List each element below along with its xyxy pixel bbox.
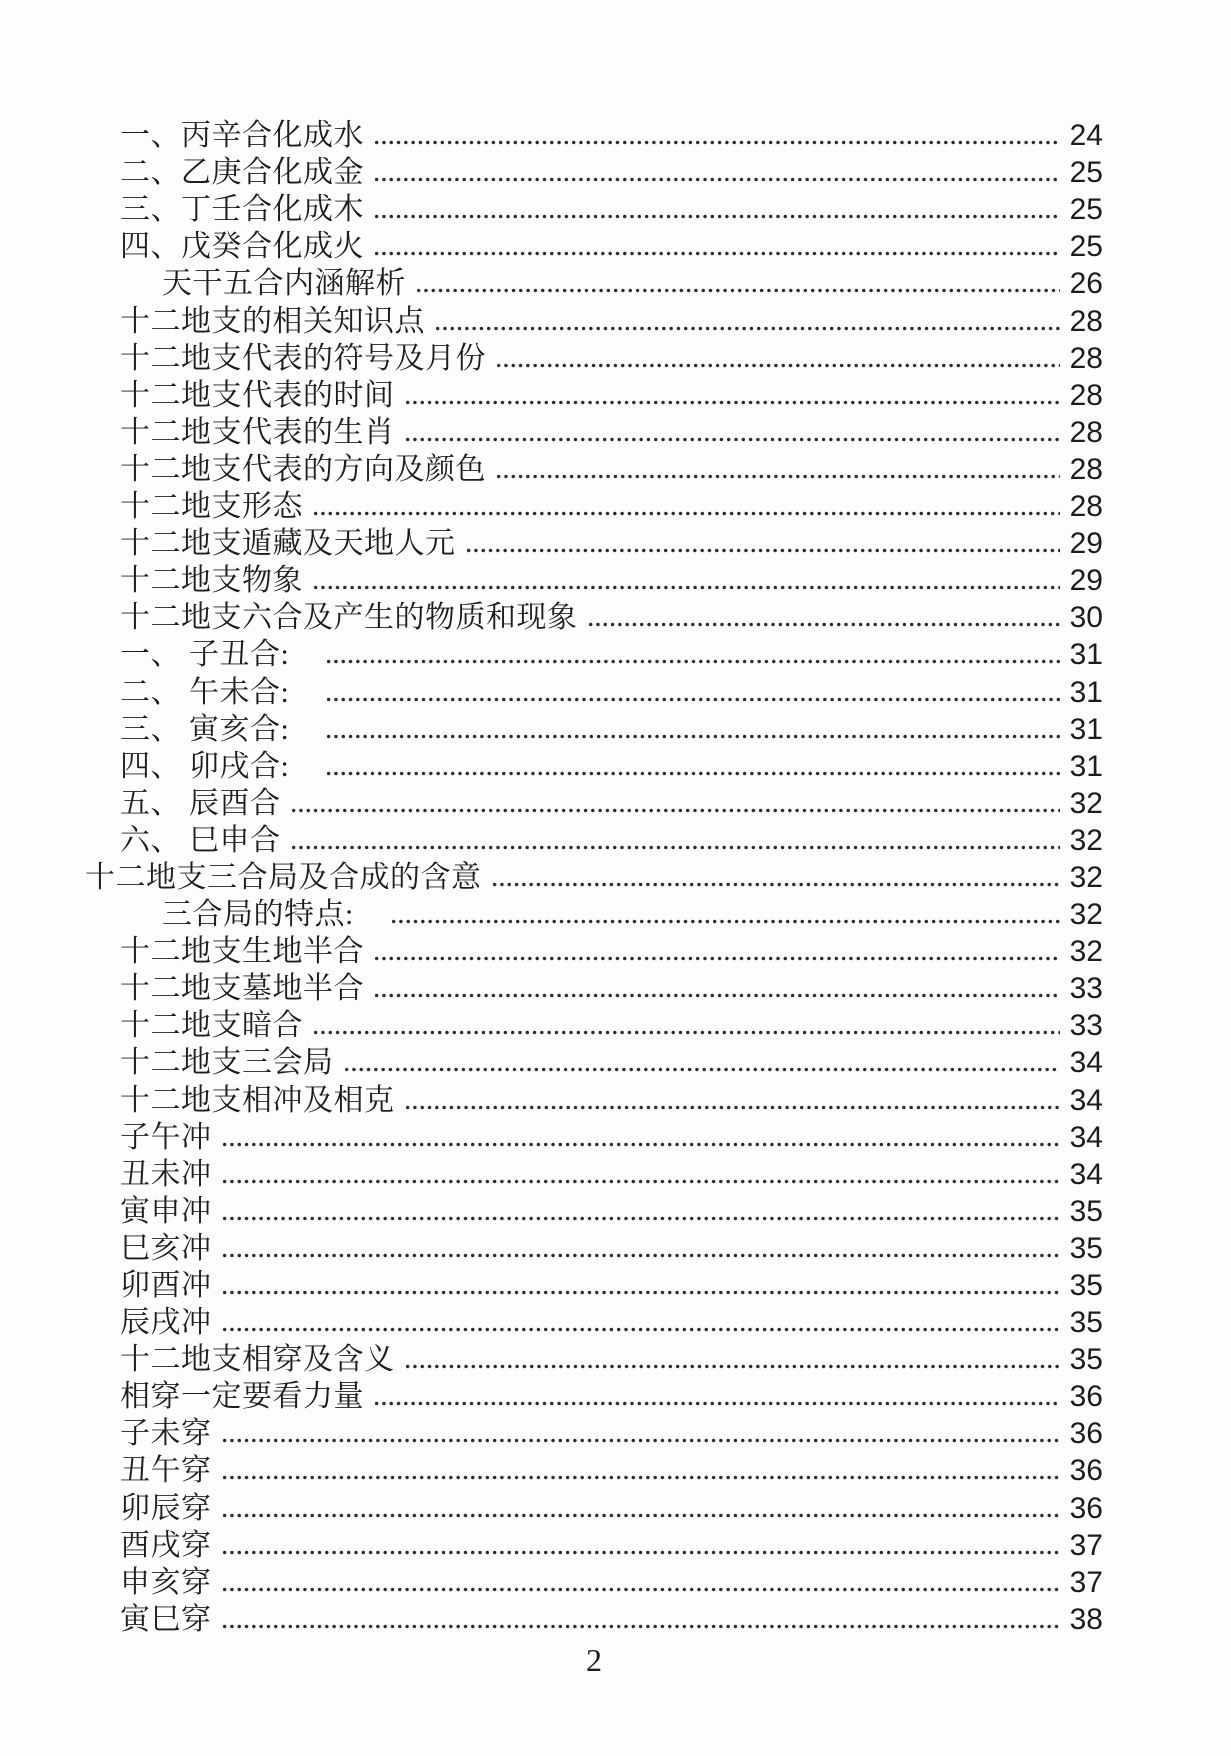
toc-entry-title: 十二地支墓地半合 (120, 972, 364, 1006)
toc-dot-leader (221, 1304, 1061, 1341)
toc-dot-leader (390, 896, 1060, 933)
toc-entry (85, 859, 1103, 896)
toc-dot-leader (312, 562, 1060, 599)
toc-entry-page: 32 (1069, 786, 1103, 820)
toc-entry (85, 1007, 1103, 1044)
toc-dot-leader (221, 1230, 1061, 1267)
toc-entry-title: 四、戊癸合化成火 (120, 230, 364, 264)
toc-entry-title: 十二地支遁藏及天地人元 (120, 527, 456, 561)
toc-entry (85, 822, 1103, 859)
toc-entry-title: 辰戌冲 (120, 1306, 212, 1340)
toc-dot-leader (312, 1007, 1060, 1044)
toc-dot-leader (343, 1044, 1061, 1081)
toc-dot-leader (373, 970, 1060, 1007)
toc-entry (85, 933, 1103, 970)
toc-dot-leader (325, 673, 1060, 710)
toc-dot-leader (221, 1452, 1061, 1489)
toc-entry-page: 35 (1069, 1269, 1103, 1302)
toc-dot-leader (221, 1119, 1061, 1156)
toc-entry-page: 28 (1069, 415, 1103, 449)
toc-entry-title: 五、 辰酉合 (120, 786, 281, 820)
toc-entry (85, 377, 1103, 414)
toc-dot-leader (587, 599, 1061, 636)
toc-entry (85, 1378, 1103, 1415)
toc-entry-title: 申亥穿 (120, 1565, 212, 1599)
toc-entry-page: 33 (1069, 1009, 1103, 1043)
toc-entry (85, 636, 1103, 673)
toc-entry-title: 十二地支三会局 (120, 1046, 334, 1080)
toc-entry (85, 673, 1103, 710)
toc-dot-leader (404, 1341, 1061, 1378)
toc-dot-leader (325, 711, 1060, 748)
toc-entry-title: 十二地支代表的生肖 (120, 415, 395, 449)
toc-entry-title: 十二地支相穿及含义 (120, 1343, 395, 1377)
toc-entry (85, 1601, 1103, 1638)
toc-entry-title: 寅申冲 (120, 1194, 212, 1228)
toc-dot-leader (221, 1564, 1061, 1601)
toc-entry-page: 34 (1069, 1046, 1103, 1080)
toc-dot-leader (465, 525, 1061, 562)
toc-entry (85, 154, 1103, 191)
toc-entry-page: 25 (1069, 230, 1103, 264)
toc-entry (85, 970, 1103, 1007)
toc-entry-page: 35 (1069, 1194, 1103, 1228)
toc-entry-title: 子午冲 (120, 1120, 212, 1154)
toc-entry-title: 二、 午未合: (120, 675, 290, 709)
toc-dot-leader (404, 1081, 1061, 1118)
toc-dot-leader (404, 377, 1061, 414)
toc-entry (85, 1527, 1103, 1564)
toc-dot-leader (495, 340, 1060, 377)
toc-entry-title: 寅巳穿 (120, 1602, 212, 1636)
toc-dot-leader (373, 228, 1060, 265)
toc-entry (85, 1119, 1103, 1156)
toc-entry-title: 子未穿 (120, 1417, 212, 1451)
toc-entry-title: 酉戌穿 (120, 1528, 212, 1562)
toc-entry-page: 29 (1069, 564, 1103, 598)
toc-entry-page: 28 (1069, 378, 1103, 412)
toc-entry-title: 丑未冲 (120, 1157, 212, 1191)
toc-entry-page: 37 (1069, 1565, 1103, 1599)
toc-entry (85, 1193, 1103, 1230)
toc-dot-leader (221, 1267, 1061, 1304)
toc-entry-page: 32 (1069, 898, 1103, 932)
page-footer-number: 2 (586, 1642, 602, 1678)
toc-dot-leader (373, 191, 1060, 228)
toc-entry-page: 35 (1069, 1306, 1103, 1340)
toc-dot-leader (415, 265, 1060, 302)
toc-entry (85, 711, 1103, 748)
toc-entry (85, 451, 1103, 488)
toc-dot-leader (373, 1378, 1060, 1415)
toc-entry-title: 丑午穿 (120, 1454, 212, 1488)
toc-entry-title: 二、乙庚合化成金 (120, 156, 364, 190)
toc-dot-leader (373, 117, 1060, 154)
toc-entry-page: 34 (1069, 1120, 1103, 1154)
toc-dot-leader (312, 488, 1060, 525)
toc-entry (85, 1304, 1103, 1341)
toc-dot-leader (491, 859, 1061, 896)
toc-entry (85, 785, 1103, 822)
toc-entry-title: 卯酉冲 (120, 1269, 212, 1302)
toc-entry-page: 25 (1069, 193, 1103, 227)
toc-entry (85, 340, 1103, 377)
toc-entry-title: 一、 子丑合: (120, 638, 290, 672)
toc-entry-title: 十二地支物象 (120, 564, 303, 598)
toc-entry-title: 十二地支相冲及相克 (120, 1083, 395, 1117)
toc-entry-title: 十二地支生地半合 (120, 935, 364, 969)
toc-dot-leader (221, 1527, 1061, 1564)
toc-entry-title: 十二地支代表的符号及月份 (120, 341, 486, 375)
toc-dot-leader (221, 1193, 1061, 1230)
toc-entry-title: 三合局的特点: (162, 898, 354, 932)
toc-entry (85, 1044, 1103, 1081)
toc-entry-title: 六、 巳申合 (120, 823, 281, 857)
toc-dot-leader (373, 933, 1060, 970)
toc-entry-page: 35 (1069, 1343, 1103, 1377)
toc-entry (85, 117, 1103, 154)
toc-entry (85, 488, 1103, 525)
toc-entry-title: 十二地支形态 (120, 490, 303, 524)
toc-entry-title: 十二地支暗合 (120, 1009, 303, 1043)
toc-entry-title: 三、丁壬合化成木 (120, 193, 364, 227)
toc-entry-title: 一、丙辛合化成水 (120, 119, 364, 153)
toc-entry-page: 36 (1069, 1454, 1103, 1488)
toc-dot-leader (221, 1489, 1061, 1526)
toc-entry-title: 十二地支三合局及合成的含意 (85, 860, 482, 894)
toc-entry-page: 31 (1069, 749, 1103, 783)
toc-entry-title: 卯辰穿 (120, 1491, 212, 1525)
toc-entry-page: 28 (1069, 304, 1103, 338)
toc-entry-page: 31 (1069, 675, 1103, 709)
toc-dot-leader (325, 748, 1060, 785)
toc-entry-page: 37 (1069, 1528, 1103, 1562)
toc-entry-title: 巳亥冲 (120, 1231, 212, 1265)
toc-entry-page: 32 (1069, 860, 1103, 894)
toc-entry-page: 25 (1069, 156, 1103, 190)
toc-entry-page: 28 (1069, 452, 1103, 486)
toc-entry-page: 28 (1069, 490, 1103, 524)
toc-entry (85, 1415, 1103, 1452)
toc-entry-page: 36 (1069, 1491, 1103, 1525)
toc-entry-page: 32 (1069, 935, 1103, 969)
toc-entry-title: 天干五合内涵解析 (162, 267, 406, 301)
toc-dot-leader (495, 451, 1060, 488)
toc-entry-page: 31 (1069, 712, 1103, 746)
toc-entry (85, 599, 1103, 636)
toc-entry-page: 30 (1069, 601, 1103, 635)
toc-entry-title: 十二地支六合及产生的物质和现象 (120, 601, 578, 635)
toc-entry (85, 191, 1103, 228)
toc-dot-leader (373, 154, 1060, 191)
toc-entry-page: 32 (1069, 823, 1103, 857)
toc-entry (85, 525, 1103, 562)
toc-entry-page: 36 (1069, 1417, 1103, 1451)
toc-entry-page: 34 (1069, 1083, 1103, 1117)
toc-entry-page: 29 (1069, 527, 1103, 561)
toc-entry-title: 十二地支代表的方向及颜色 (120, 452, 486, 486)
toc-entry (85, 302, 1103, 339)
toc-dot-leader (290, 822, 1061, 859)
toc-entry-title: 三、 寅亥合: (120, 712, 290, 746)
toc-dot-leader (221, 1415, 1061, 1452)
toc-entry (85, 265, 1103, 302)
toc-entry-page: 31 (1069, 638, 1103, 672)
toc-entry-page: 26 (1069, 267, 1103, 301)
toc-entry (85, 228, 1103, 265)
toc-dot-leader (404, 414, 1061, 451)
toc-entry (85, 1452, 1103, 1489)
toc-dot-leader (434, 302, 1060, 339)
toc-entry-title: 十二地支的相关知识点 (120, 304, 425, 338)
toc-entry (85, 748, 1103, 785)
toc-entry-page: 34 (1069, 1157, 1103, 1191)
toc-entry-page: 35 (1069, 1231, 1103, 1265)
toc-entry (85, 562, 1103, 599)
toc-entry-page: 28 (1069, 341, 1103, 375)
toc-dot-leader (221, 1601, 1061, 1638)
toc-entry (85, 1081, 1103, 1118)
toc-entry (85, 1341, 1103, 1378)
toc-entry (85, 1564, 1103, 1601)
toc-dot-leader (221, 1156, 1061, 1193)
toc-entry (85, 1156, 1103, 1193)
toc-entry-page: 24 (1069, 119, 1103, 153)
toc-entry (85, 896, 1103, 933)
toc-dot-leader (290, 785, 1061, 822)
toc-entry-page: 36 (1069, 1380, 1103, 1414)
toc-entry-title: 十二地支代表的时间 (120, 378, 395, 412)
table-of-contents (85, 117, 1103, 1638)
toc-entry (85, 1489, 1103, 1526)
toc-entry-title: 四、 卯戌合: (120, 749, 290, 783)
toc-entry-page: 38 (1069, 1602, 1103, 1636)
toc-dot-leader (325, 636, 1060, 673)
toc-entry (85, 414, 1103, 451)
toc-entry (85, 1230, 1103, 1267)
toc-entry (85, 1267, 1103, 1304)
toc-entry-page: 33 (1069, 972, 1103, 1006)
toc-entry-title: 相穿一定要看力量 (120, 1380, 364, 1414)
